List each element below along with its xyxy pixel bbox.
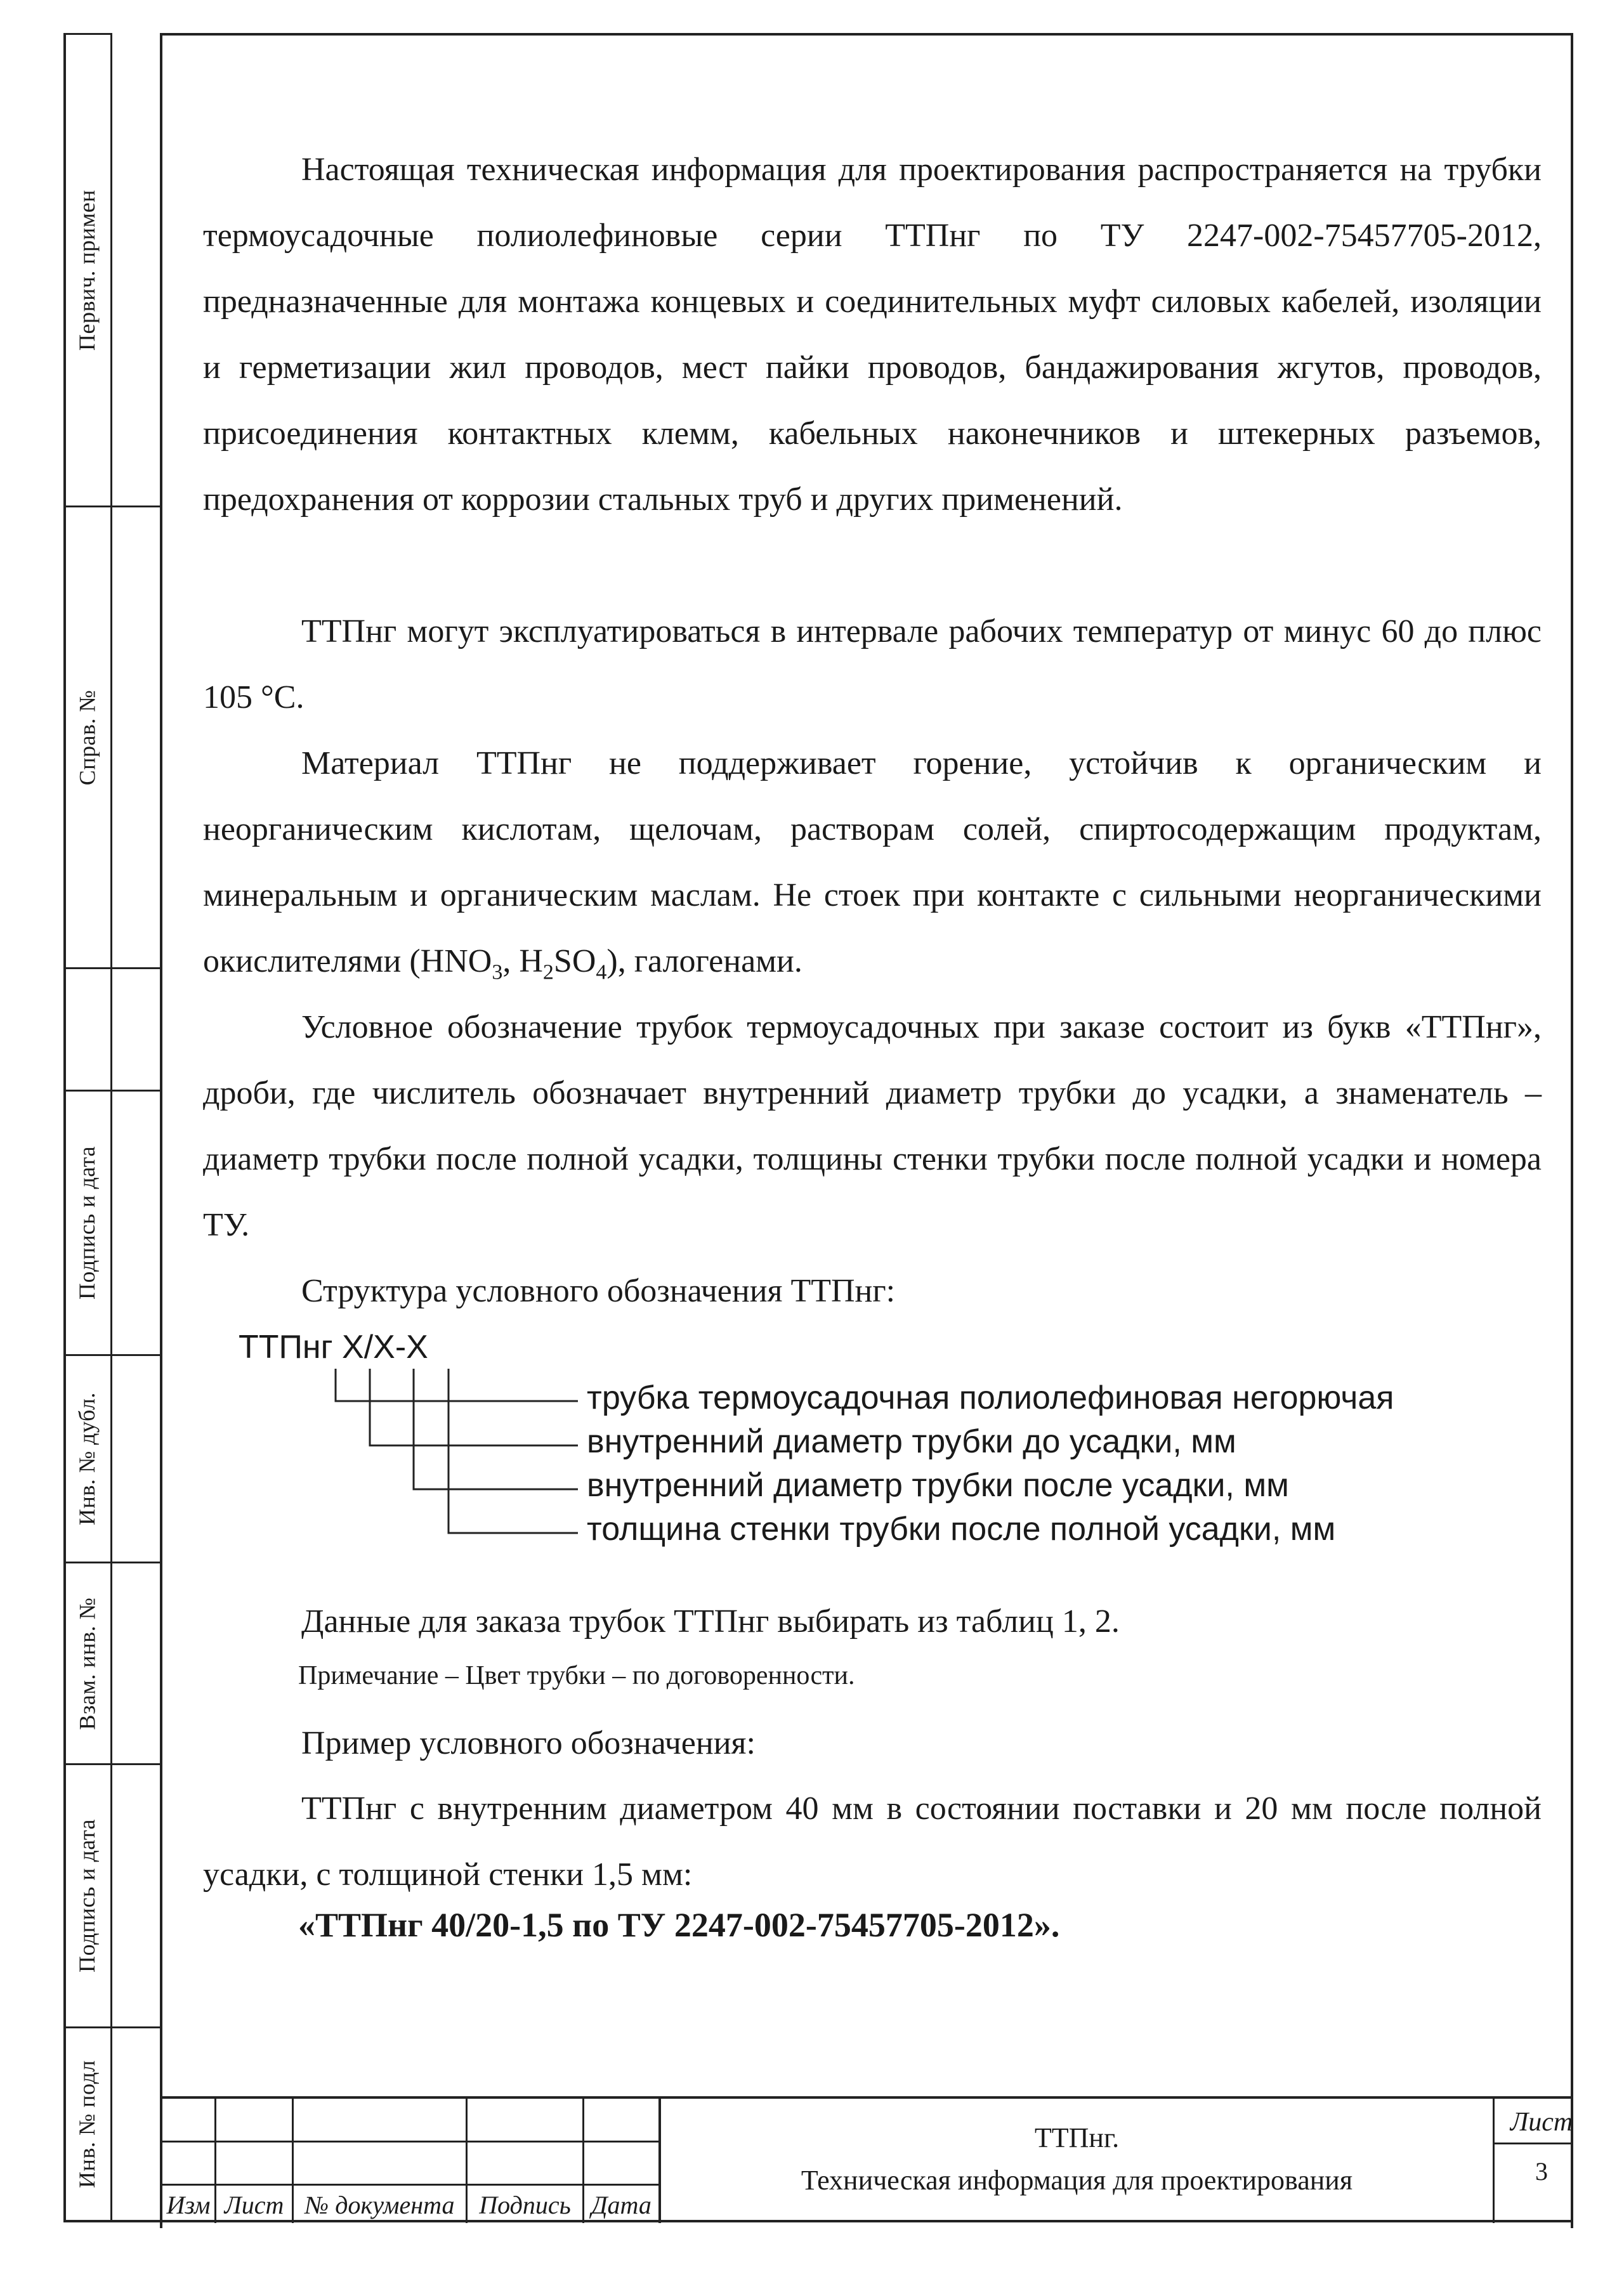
example-text: ТТПнг с внутренним диаметром 40 мм в состоянии поставки и 20 мм после полной усадки, с толщиной стенки 1,5 мм:: [203, 1790, 1542, 1893]
designation-paragraph: Условное обозначение трубок термоусадочных при заказе состоит из букв «ТТПнг», дроби, где числитель обозначает внутренний диаметр трубки до усадки, а знаменатель – диаметр трубки после полной усадки, толщины стенки трубки после полной усадки и номера ТУ.: [203, 1009, 1542, 1243]
side-stamp-signature-date-2: Подпись и дата: [74, 1819, 100, 1973]
side-stamp-reference-no: Справ. №: [74, 689, 100, 785]
side-stamp-first-use: Первич. примен: [74, 190, 100, 351]
side-stamp-original-inv-no: Инв. № подл: [74, 2060, 100, 2188]
temperature-paragraph: ТТПнг могут эксплуатироваться в интервале рабочих температур от минус 60 до плюс 105 °С.: [203, 613, 1542, 715]
side-stamp-dupl-inv-no: Инв. № дубл.: [74, 1392, 100, 1525]
caption-document-no: № документа: [304, 2190, 455, 2219]
sheet-label: Лист: [1510, 2108, 1573, 2137]
example-label: Пример условного обозначения:: [301, 1725, 756, 1761]
scheme-line-diameter-after: внутренний диаметр трубки после усадки, мм: [587, 1467, 1289, 1504]
side-stamp-replace-inv-no: Взам. инв. №: [74, 1597, 100, 1730]
caption-signature: Подпись: [479, 2190, 571, 2219]
document-title-line1: ТТПнг.: [1034, 2122, 1120, 2153]
scheme-line-type: трубка термоусадочная полиолефиновая негорючая: [587, 1380, 1394, 1416]
scheme-line-diameter-before: внутренний диаметр трубки до усадки, мм: [587, 1423, 1236, 1460]
note-text: Примечание – Цвет трубки – по договоренности.: [298, 1661, 855, 1690]
caption-sheet: Лист: [224, 2190, 284, 2219]
caption-date: Дата: [591, 2190, 652, 2219]
caption-change: Изм: [166, 2190, 211, 2219]
sheet-number: 3: [1535, 2157, 1548, 2186]
intro-paragraph: Настоящая техническая информация для проектирования распространяется на трубки термоусадочные полиолефиновые серии ТТПнг по ТУ 2247-002-75457705-2012, предназначенные для монтажа концевых и соединительных муфт силовых кабелей, изоляции и герметизации жил проводов, мест пайки проводов, бандажирования жгутов, проводов, присоединения контактных клемм, кабельных наконечников и штекерных разъемов, предохранения от коррозии стальных труб и других применений.: [203, 152, 1542, 518]
side-stamp-signature-date-1: Подпись и дата: [74, 1146, 100, 1300]
scheme-code: ТТПнг X/X-X: [239, 1329, 428, 1366]
material-paragraph: Материал ТТПнг не поддерживает горение, устойчив к органическим и неорганическим кислотам, щелочам, растворам солей, спиртосодержащим продуктам, минеральным и органическим маслам. Не стоек при контакте с сильными неорганическими окислителями ($HNO_3$, $H_2SO_4$), галогенами.: [203, 745, 1542, 984]
order-tables-text: Данные для заказа трубок ТТПнг выбирать из таблиц 1, 2.: [301, 1603, 1120, 1640]
scheme-line-wall-thickness: толщина стенки трубки после полной усадки, мм: [587, 1511, 1336, 1548]
structure-heading: Структура условного обозначения ТТПнг:: [301, 1273, 896, 1309]
example-code: «ТТПнг 40/20-1,5 по ТУ 2247-002-75457705-2012».: [298, 1906, 1060, 1944]
document-title-line2: Техническая информация для проектирования: [801, 2165, 1353, 2196]
